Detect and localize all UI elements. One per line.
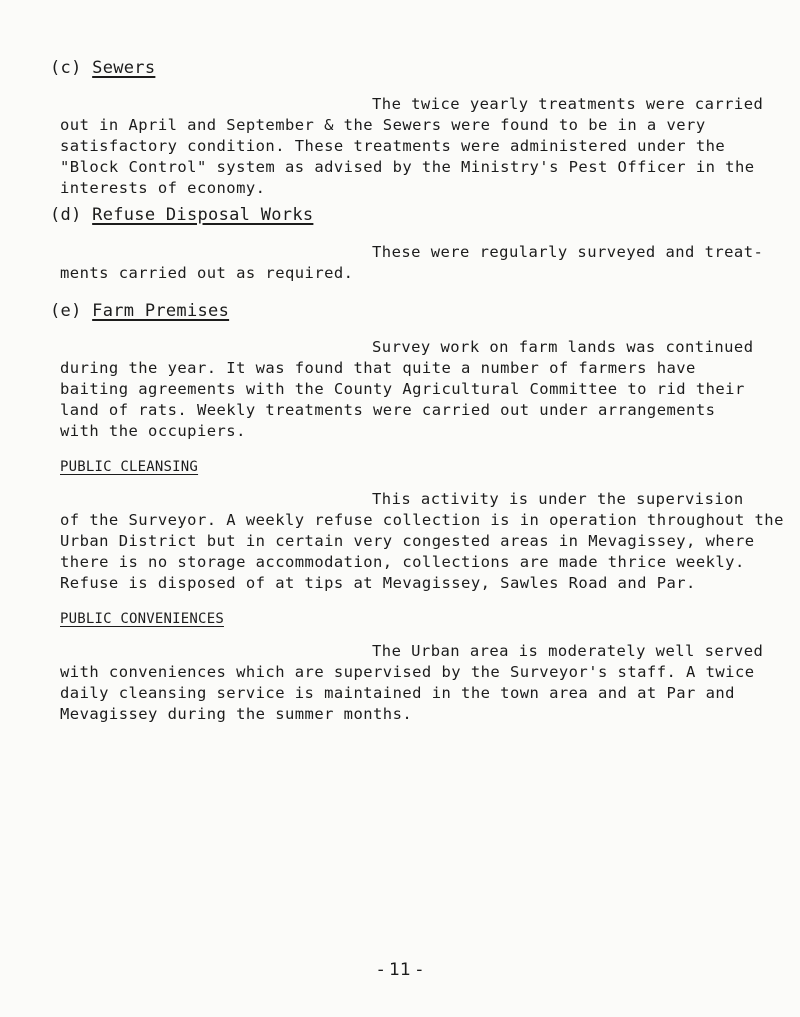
farm-premises-line-1: Survey work on farm lands was continued: [372, 338, 754, 356]
public-conveniences-line-2: with conveniences which are supervised by the Surveyor's staff. A twice: [60, 663, 755, 681]
sewers-line-4: "Block Control" system as advised by the Ministry's Pest Officer in the: [60, 158, 755, 176]
farm-premises-line-3: baiting agreements with the County Agricultural Committee to rid their: [60, 380, 745, 398]
farm-premises-line-5: with the occupiers.: [60, 422, 246, 440]
sewers-line-3: satisfactory condition. These treatments were administered under the: [60, 137, 726, 155]
public-conveniences-line-1: The Urban area is moderately well served: [372, 642, 764, 660]
public-conveniences-line-4: Mevagissey during the summer months.: [60, 705, 413, 723]
refuse-disposal-line-2: ments carried out as required.: [60, 264, 354, 282]
farm-premises-line-4: land of rats. Weekly treatments were carried out under arrangements: [60, 401, 716, 419]
page-number: - 11 -: [377, 960, 423, 980]
sewers-line-1: The twice yearly treatments were carried: [372, 95, 764, 113]
public-cleansing-line-5: Refuse is disposed of at tips at Mevagissey, Sawles Road and Par.: [60, 574, 696, 592]
refuse-disposal-label: (d): [50, 205, 82, 225]
farm-premises-title: Farm Premises: [92, 301, 230, 321]
farm-premises-heading: [50, 301, 229, 321]
public-cleansing-title: PUBLIC CLEANSING: [60, 459, 199, 475]
sewers-line-5: interests of economy.: [60, 179, 266, 197]
farm-premises-line-2: during the year. It was found that quite a number of farmers have: [60, 359, 696, 377]
sewers-heading: [50, 58, 155, 78]
public-conveniences-title: PUBLIC CONVENIENCES: [60, 611, 224, 627]
public-cleansing-line-2: of the Surveyor. A weekly refuse collection is in operation throughout the: [60, 511, 784, 529]
sewers-title: Sewers: [92, 58, 156, 78]
public-conveniences-line-3: daily cleansing service is maintained in the town area and at Par and: [60, 684, 735, 702]
refuse-disposal-line-1: These were regularly surveyed and treat-: [372, 243, 764, 261]
public-cleansing-line-4: there is no storage accommodation, collections are made thrice weekly.: [60, 553, 745, 571]
refuse-disposal-heading: [50, 205, 313, 225]
refuse-disposal-title: Refuse Disposal Works: [92, 205, 314, 225]
sewers-line-2: out in April and September & the Sewers were found to be in a very: [60, 116, 706, 134]
farm-premises-label: (e): [50, 301, 82, 321]
sewers-label: (c): [50, 58, 82, 78]
public-cleansing-line-1: This activity is under the supervision: [372, 490, 744, 508]
public-cleansing-line-3: Urban District but in certain very congested areas in Mevagissey, where: [60, 532, 755, 550]
